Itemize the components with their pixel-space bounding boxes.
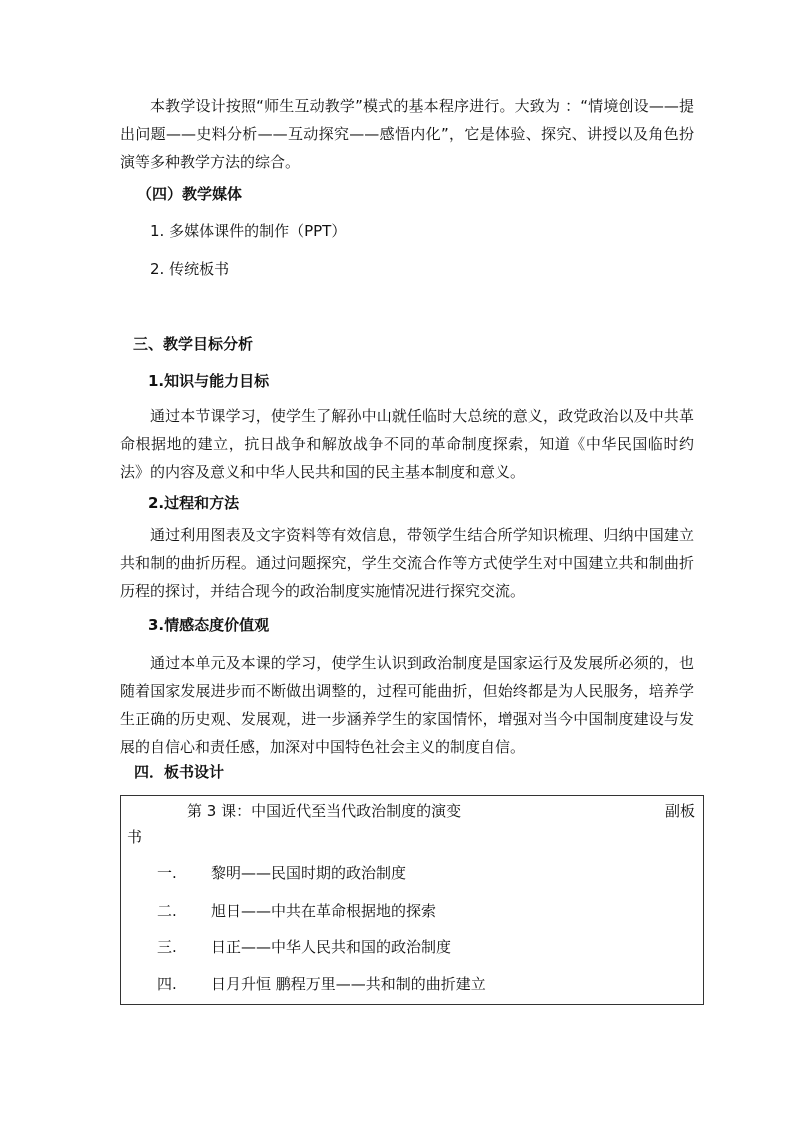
board-row-text: 日月升恒 鹏程万里——共和制的曲折建立 bbox=[211, 975, 486, 993]
board-design-box bbox=[120, 795, 704, 1005]
goals-heading: 三、教学目标分析 bbox=[133, 335, 254, 353]
media-heading: （四）教学媒体 bbox=[137, 185, 243, 203]
board-row-text: 黎明——民国时期的政治制度 bbox=[211, 864, 407, 882]
board-row-num: 一. bbox=[157, 864, 177, 882]
board-row-text: 旭日——中共在革命根据地的探索 bbox=[211, 902, 437, 920]
board-row-text: 日正——中华人民共和国的政治制度 bbox=[211, 938, 452, 956]
board-side-label-cont: 书 bbox=[127, 828, 143, 846]
process-heading: 2.过程和方法 bbox=[148, 494, 240, 512]
board-heading: 四．板书设计 bbox=[134, 763, 225, 781]
knowledge-paragraph: 通过本节课学习，使学生了解孙中山就任临时大总统的意义，政党政治以及中共革命根据地的建立，抗日战争和解放战争不同的革命制度探索，知道《中华民国临时约法》的内容及意义和中华人民共和国的民主基本制度和意义。 bbox=[120, 407, 694, 481]
board-side-label: 副板 bbox=[665, 802, 696, 820]
board-row-num: 三. bbox=[157, 938, 177, 956]
media-item-1: 1. 多媒体课件的制作（PPT） bbox=[150, 222, 347, 240]
knowledge-heading: 1.知识与能力目标 bbox=[148, 372, 270, 390]
media-item-2: 2. 传统板书 bbox=[150, 260, 230, 278]
process-paragraph: 通过利用图表及文字资料等有效信息，带领学生结合所学知识梳理、归纳中国建立共和制的曲折历程。通过问题探究，学生交流合作等方式使学生对中国建立共和制曲折历程的探讨，并结合现今的政治制度实施情况进行探究交流。 bbox=[120, 526, 694, 600]
board-title: 第 3 课：中国近代至当代政治制度的演变 bbox=[187, 802, 462, 820]
board-row-num: 二. bbox=[157, 902, 177, 920]
board-row-num: 四. bbox=[157, 975, 177, 993]
intro-paragraph: 本教学设计按照“师生互动教学”模式的基本程序进行。大致为 ：“情境创设——提出问题——史料分析——互动探究——感悟内化”，它是体验、探究、讲授以及角色扮演等多种教学方法的综合。 bbox=[120, 97, 694, 171]
emotion-paragraph: 通过本单元及本课的学习，使学生认识到政治制度是国家运行及发展所必须的，也随着国家发展进步而不断做出调整的，过程可能曲折，但始终都是为人民服务，培养学生正确的历史观、发展观，进一步涵养学生的家国情怀，增强对当今中国制度建设与发展的自信心和责任感，加深对中国特色社会主义的制度自信。 bbox=[120, 654, 694, 756]
emotion-heading: 3.情感态度价值观 bbox=[148, 616, 270, 634]
